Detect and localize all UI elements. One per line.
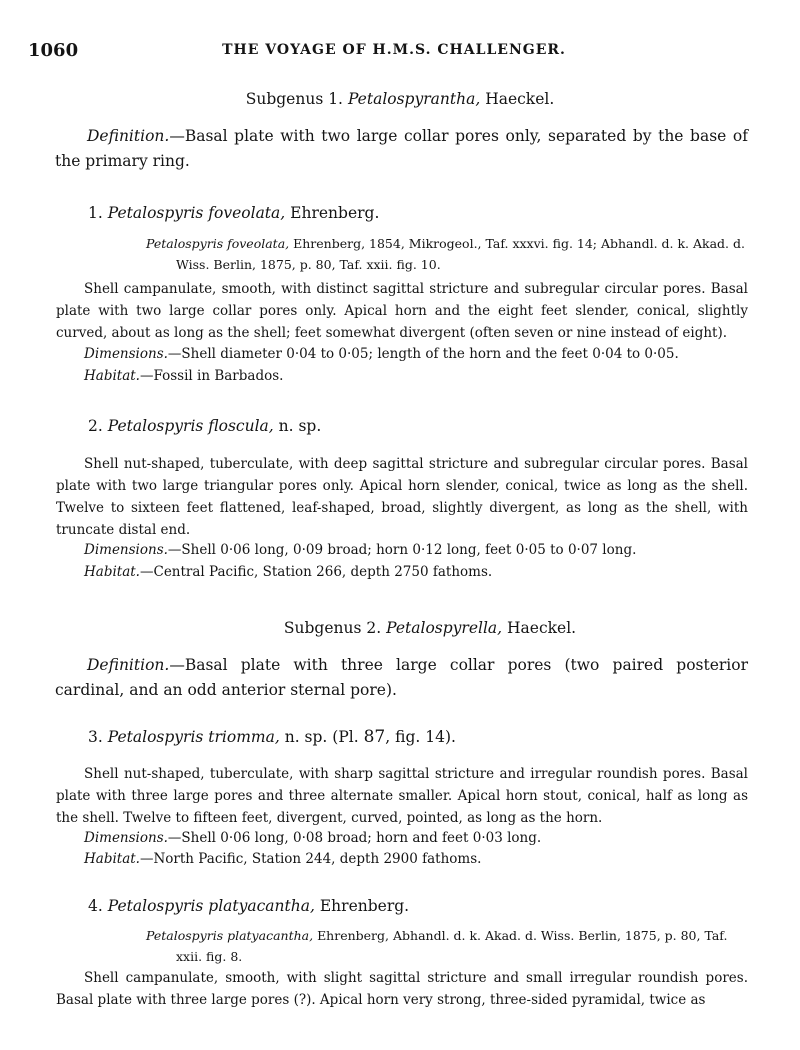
subgenus-1-definition: Definition.—Basal plate with two large collar pores only, separated by the base of the primary ring. — [55, 127, 748, 170]
subgenus-1-heading: Subgenus 1. Petalospyrantha, Haeckel. — [245, 90, 555, 108]
species-1-dimensions: Dimensions.—Shell diameter 0·04 to 0·05; length of the horn and the feet 0·04 to 0·05. — [84, 346, 679, 362]
species-2-habitat: Habitat.—Central Pacific, Station 266, depth 2750 fathoms. — [84, 564, 493, 580]
subgenus-2-definition: Definition.—Basal plate with three large collar pores (two paired posterior cardinal, and an odd anterior sternal pore). — [55, 656, 748, 699]
species-1-description: Shell campanulate, smooth, with distinct sagittal stricture and subregular circular pores. Basal plate with two large collar pores only. Apical horn and the eight feet slender, conical, slightly curved, about as long as the shell; feet somewhat divergent (often seven or nine instead of eight). — [56, 281, 748, 341]
page-header — [28, 40, 760, 64]
species-1-habitat: Habitat.—Fossil in Barbados. — [84, 368, 284, 384]
page-number: 1060 — [28, 40, 79, 61]
subgenus-2-heading: Subgenus 2. Petalospyrella, Haeckel. — [283, 619, 577, 637]
species-2-dimensions: Dimensions.—Shell 0·06 long, 0·09 broad; horn 0·12 long, feet 0·05 to 0·07 long. — [84, 542, 637, 558]
species-1-reference: Petalospyris foveolata, Ehrenberg, 1854, Mikrogeol., Taf. xxxvi. fig. 14; Abhandl. d. k. Akad. d. Wiss. Berlin, 1875, p. 80, Taf. xxii. fig. 10. — [146, 236, 745, 272]
species-4-description: Shell campanulate, smooth, with slight sagittal stricture and small irregular roundish pores. Basal plate with three large pores (?). Apical horn very strong, three-sided pyramidal, twice as — [56, 970, 748, 1008]
species-4-reference: Petalospyris platyacantha, Ehrenberg, Abhandl. d. k. Akad. d. Wiss. Berlin, 1875, p. 80, Taf. xxii. fig. 8. — [146, 928, 728, 964]
species-3-dimensions: Dimensions.—Shell 0·06 long, 0·08 broad; horn and feet 0·03 long. — [84, 830, 542, 846]
species-3-habitat: Habitat.—North Pacific, Station 244, depth 2900 fathoms. — [84, 851, 482, 867]
species-2-heading: 2. Petalospyris floscula, n. sp. — [88, 417, 322, 435]
running-title: THE VOYAGE OF H.M.S. CHALLENGER. — [222, 42, 566, 58]
species-2-description: Shell nut-shaped, tuberculate, with deep sagittal stricture and subregular circular pores. Basal plate with two large triangular pores only. Apical horn slender, conical, twice as long as the shell. Twelve to sixteen feet flattened, leaf-shaped, broad, slightly divergent, as long as the shell, with truncate distal end. — [56, 456, 748, 538]
species-1-heading: 1. Petalospyris foveolata, Ehrenberg. — [88, 204, 380, 222]
plate-number: 87 — [363, 727, 386, 747]
species-4-heading: 4. Petalospyris platyacantha, Ehrenberg. — [88, 897, 410, 915]
species-3-description: Shell nut-shaped, tuberculate, with sharp sagittal stricture and irregular roundish pores. Basal plate with three large pores and three alternate smaller. Apical horn stout, conical, half as long as the shell. Twelve to fifteen feet, divergent, curved, pointed, as long as the horn. — [56, 766, 748, 826]
species-3-heading: 3. Petalospyris triomma, n. sp. (Pl. 87, fig. 14). — [88, 727, 456, 747]
